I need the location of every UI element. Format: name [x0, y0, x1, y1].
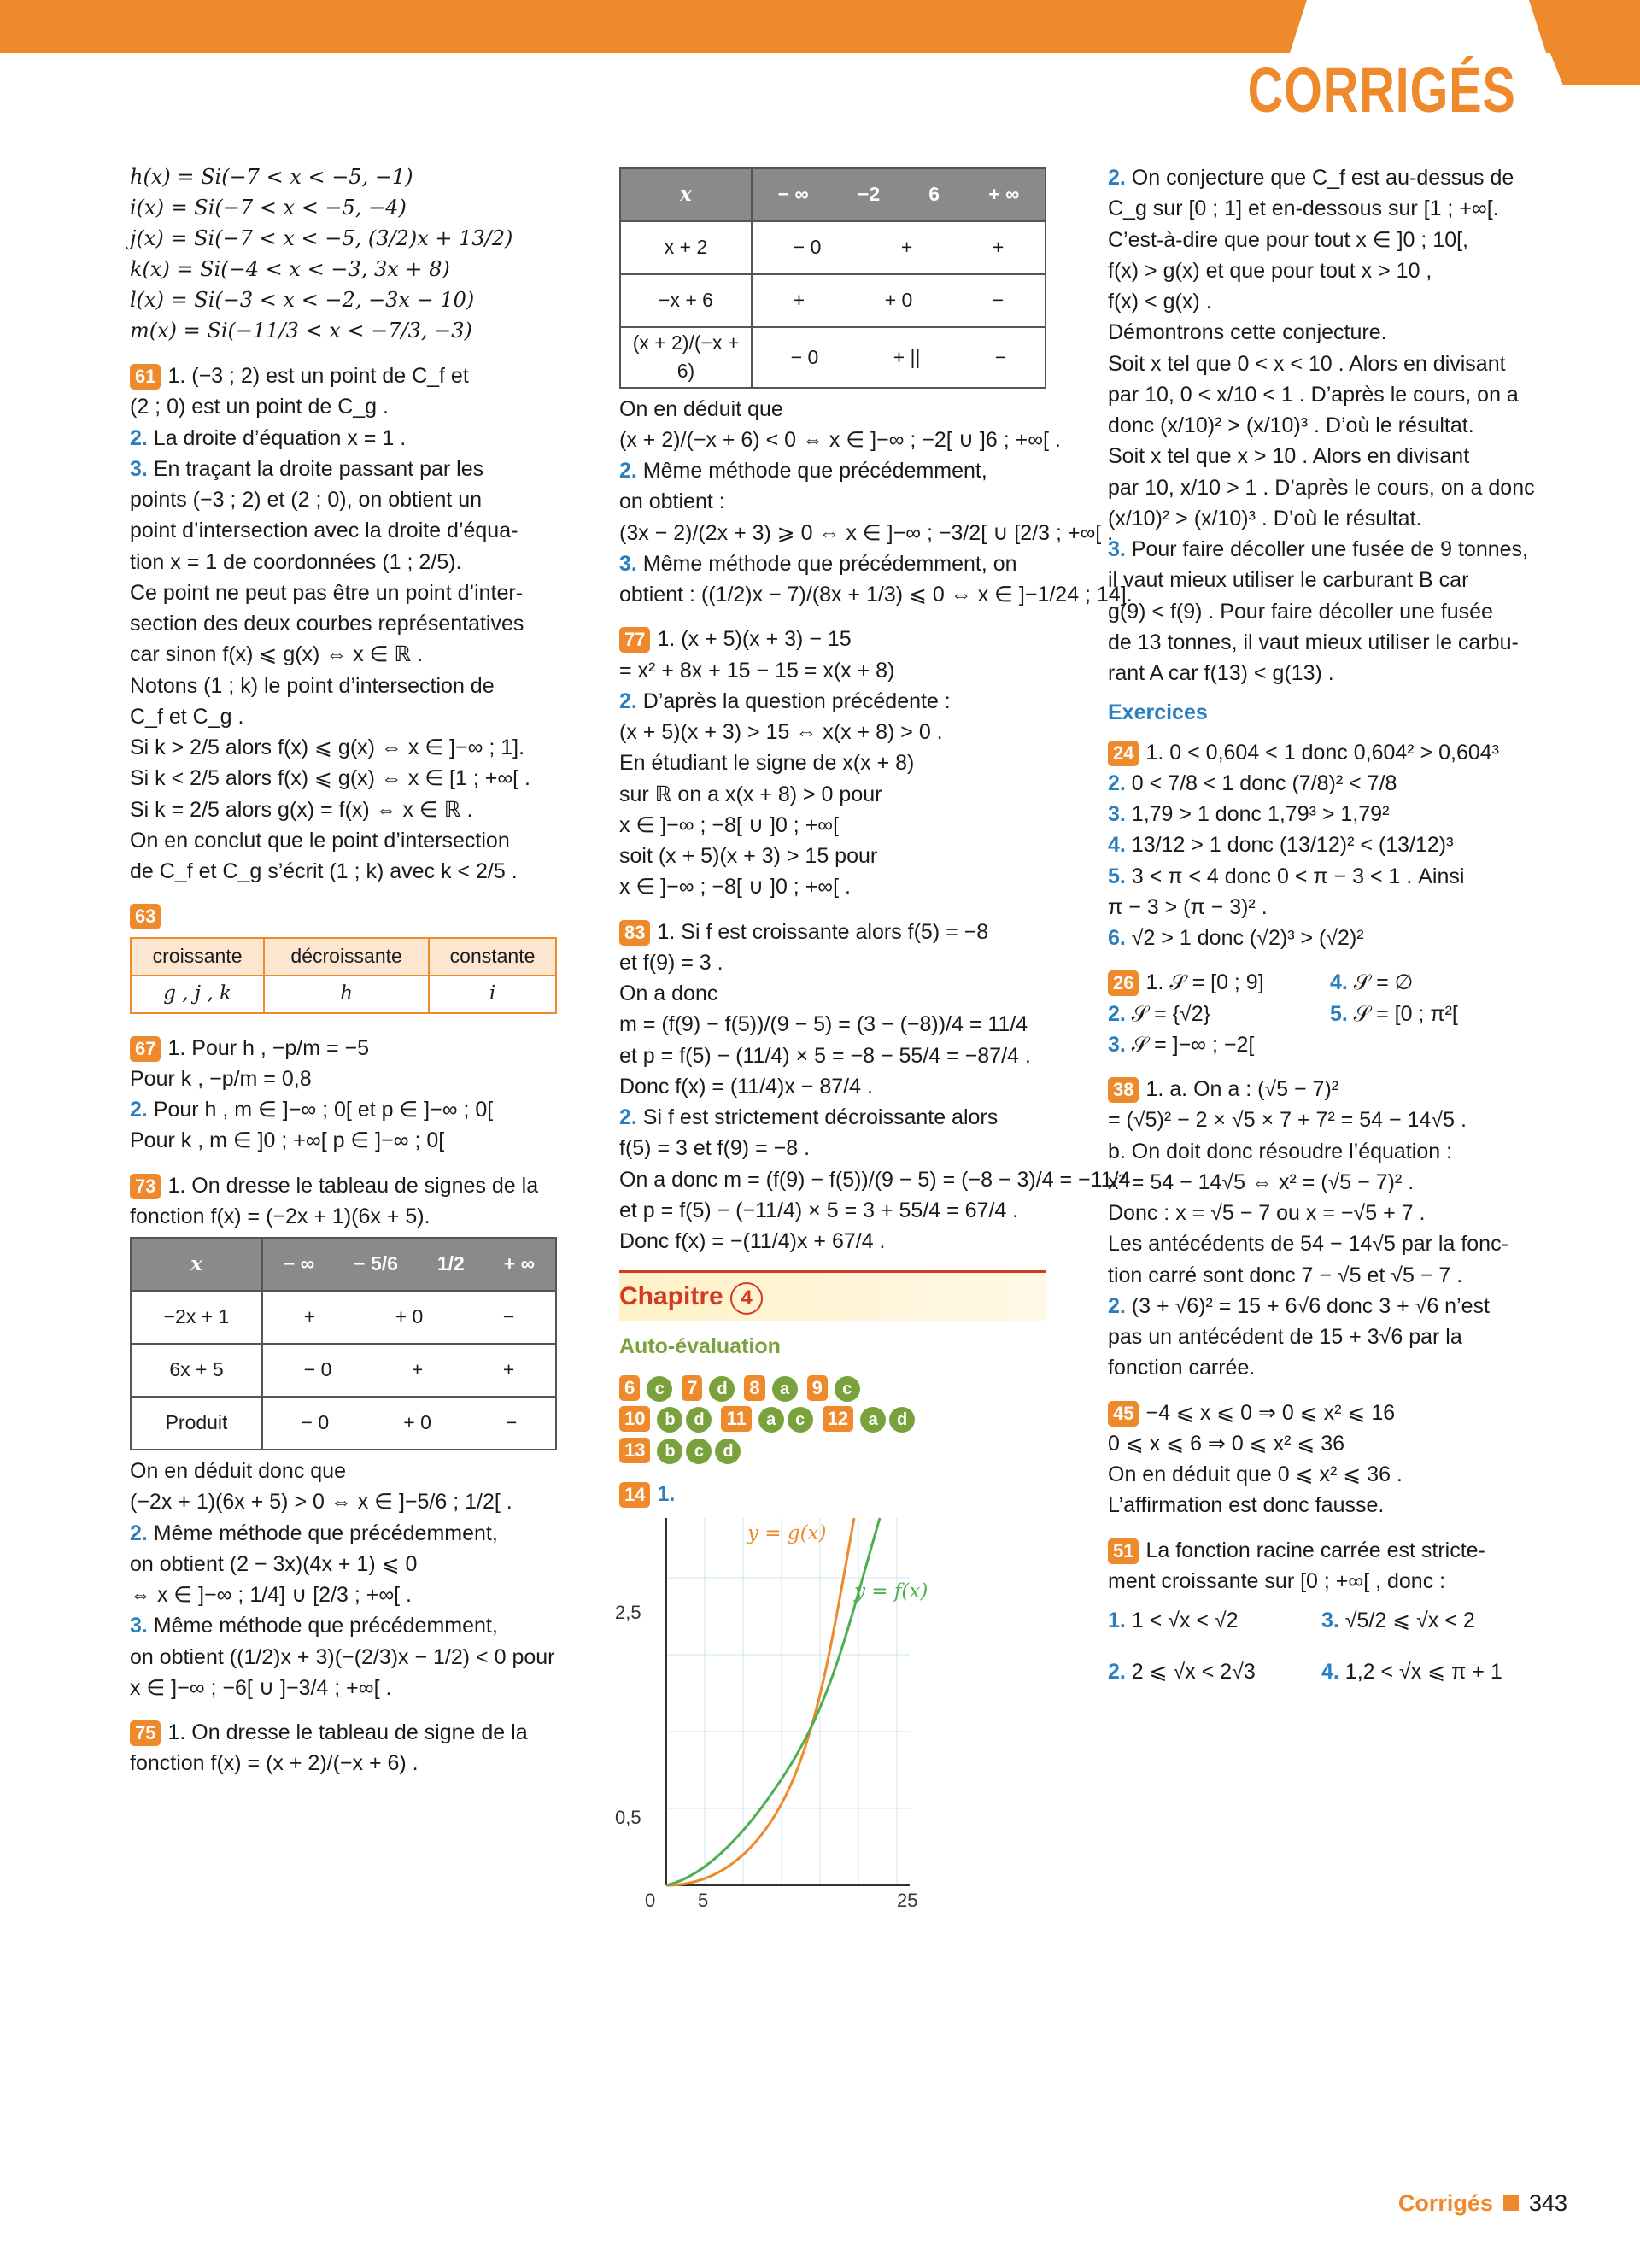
column-3: [1108, 162, 1539, 1687]
text-line: points (−3 ; 2) et (2 ; 0), on obtient un: [130, 488, 483, 512]
text-line: f(5) = 3 et f(9) = −8 .: [619, 1136, 811, 1161]
chapter-heading: [619, 1270, 1046, 1321]
sign: − 0: [790, 345, 819, 368]
question-number: 2.: [1108, 1293, 1132, 1318]
text-line: fonction f(x) = (−2x + 1)(6x + 5).: [130, 1204, 430, 1228]
question-badge: 13: [619, 1438, 650, 1463]
text-line: (x/10)² > (x/10)³ . D’où le résultat.: [1108, 506, 1422, 530]
text-line: il vaut mieux utiliser le carburant B car: [1108, 568, 1469, 593]
text-line: La fonction racine carrée est stricte-: [1145, 1538, 1485, 1562]
column-1: [130, 162, 557, 1779]
auto-eval-title: Auto-évaluation: [619, 1333, 781, 1358]
question-number: 3.: [1108, 537, 1132, 561]
question-badge: 10: [619, 1406, 650, 1432]
page-footer: [1398, 2187, 1567, 2220]
question-number: 4.: [1321, 1660, 1345, 1684]
sign: −: [994, 345, 1007, 368]
question-number: 2.: [1108, 166, 1132, 190]
answer-badge: d: [686, 1407, 712, 1433]
exercise-51: [1108, 1535, 1539, 1688]
sign: +: [992, 236, 1004, 259]
question-number: 1.: [657, 1481, 676, 1506]
answer-item: 2. 𝒮 = {√2}: [1108, 1001, 1210, 1026]
question-number: 2.: [1108, 1660, 1132, 1684]
text-line: par 10, 0 < x/10 < 1 . D’après le cours, on a: [1108, 382, 1519, 407]
question-badge: 8: [744, 1375, 764, 1401]
label-g: y = g(x): [747, 1522, 827, 1545]
answer-badge: d: [709, 1376, 735, 1402]
x-value: −2: [857, 183, 881, 206]
text-line: On a donc m = (f(9) − f(5))/(9 − 5) = (−8 − 3)/4 = −11/4: [619, 1167, 1131, 1192]
exercise-badge: 77: [619, 627, 650, 653]
answer-badge: a: [772, 1376, 798, 1402]
text-line: 1. a. On a : (√5 − 7)²: [1145, 1077, 1339, 1101]
text-line: x ∈ ]−∞ ; −8[ ∪ ]0 ; +∞[: [619, 812, 840, 837]
sign: − 0: [303, 1358, 332, 1381]
exercise-badge: 45: [1108, 1401, 1139, 1427]
sign: + 0: [403, 1411, 431, 1434]
exercise-63: [130, 900, 557, 1013]
exercise-badge: 51: [1108, 1538, 1139, 1564]
text-line: 3. Même méthode que précédemment, on: [619, 551, 1017, 576]
table-cell: i: [429, 976, 556, 1013]
sign: − 0: [793, 236, 822, 259]
text-line: 3. En traçant la droite passant par les: [130, 456, 484, 481]
def-line: m(x) = Si(−11/3 < x < −7/3, −3): [130, 319, 472, 343]
sign: − 0: [301, 1411, 330, 1434]
text-line: m = (f(9) − f(5))/(9 − 5) = (3 − (−8))/4 = 11/4: [619, 1012, 1028, 1037]
x-tick: 25: [897, 1890, 918, 1912]
question-number: 2.: [619, 1105, 643, 1130]
x-tick: 5: [698, 1890, 709, 1912]
x-value: + ∞: [988, 183, 1020, 206]
question-number: 3.: [130, 456, 154, 481]
question-number: 2.: [130, 1521, 154, 1545]
question-number: 3.: [1108, 1032, 1132, 1057]
table-cell: h: [264, 976, 429, 1013]
text-line: rant A car f(13) < g(13) .: [1108, 661, 1334, 685]
text-line: On en déduit que 0 ⩽ x² ⩽ 36 .: [1108, 1462, 1403, 1486]
text-line: Pour k , m ∈ ]0 ; +∞[ p ∈ ]−∞ ; 0[: [130, 1128, 445, 1153]
question-number: 4.: [1330, 970, 1354, 995]
text-line: Notons (1 ; k) le point d’intersection de: [130, 673, 495, 698]
question-number: 4.: [1108, 833, 1132, 858]
text-line: f(x) < g(x) .: [1108, 290, 1212, 314]
row-label: (x + 2)/(−x + 6): [620, 327, 752, 388]
answer-badge: a: [758, 1407, 784, 1433]
exercise-24: [1108, 737, 1539, 954]
x-value: − 5/6: [354, 1252, 398, 1275]
text-line: Les antécédents de 54 − 14√5 par la fonc-: [1108, 1232, 1508, 1257]
answer-item: 5. 𝒮 = [0 ; π²[: [1330, 1001, 1458, 1026]
text-line: 2. (3 + √6)² = 15 + 6√6 donc 3 + √6 n’est: [1108, 1293, 1490, 1318]
def-line: k(x) = Si(−4 < x < −3, 3x + 8): [130, 257, 450, 281]
sign: −: [992, 289, 1004, 312]
sign-table: [130, 1237, 557, 1450]
exercise-14-continued: [1108, 162, 1539, 689]
text-line: 2. On conjecture que C_f est au-dessus de: [1108, 166, 1514, 190]
text-line: (x + 5)(x + 3) > 15 ⇔ x(x + 8) > 0 .: [619, 720, 943, 745]
text-line: π − 3 > (π − 3)² .: [1108, 894, 1268, 919]
sign: +: [502, 1358, 515, 1381]
sign-table: [619, 167, 1046, 389]
text-line: En étudiant le signe de x(x + 8): [619, 751, 915, 776]
sign: + ||: [893, 345, 921, 368]
text-line: pas un antécédent de 15 + 3√6 par la: [1108, 1325, 1462, 1349]
answer-item: 4. 1,2 < √x ⩽ π + 1: [1321, 1660, 1502, 1684]
text-line: (−2x + 1)(6x + 5) > 0 ⇔ x ∈ ]−5/6 ; 1/2[ .: [130, 1490, 512, 1515]
text-line: 2. La droite d’équation x = 1 .: [130, 425, 407, 450]
question-number: 2.: [130, 425, 154, 450]
question-number: 5.: [1108, 864, 1132, 888]
text-line: C_f et C_g .: [130, 704, 244, 729]
text-line: −4 ⩽ x ⩽ 0 ⇒ 0 ⩽ x² ⩽ 16: [1145, 1400, 1396, 1425]
text-line: b. On doit donc résoudre l’équation :: [1108, 1139, 1453, 1163]
text-line: ⇔ x ∈ ]−∞ ; 1/4] ∪ [2/3 ; +∞[ .: [130, 1583, 413, 1607]
question-badge: 9: [807, 1375, 828, 1401]
text-line: 1. Pour h , −p/m = −5: [167, 1035, 370, 1060]
text-line: de C_f et C_g s’écrit (1 ; k) avec k < 2/5 .: [130, 859, 518, 883]
question-number: 3.: [1321, 1609, 1345, 1632]
sign: +: [793, 289, 805, 312]
x-value: 1/2: [436, 1252, 465, 1275]
text-line: x² = 54 − 14√5 ⇔ x² = (√5 − 7)² .: [1108, 1169, 1414, 1194]
row-label: Produit: [131, 1397, 262, 1450]
answer-badge: c: [788, 1407, 813, 1433]
sign: + 0: [395, 1305, 424, 1328]
text-line: Démontrons cette conjecture.: [1108, 320, 1387, 345]
auto-eval-answers: [619, 1372, 1046, 1465]
text-line: Donc f(x) = (11/4)x − 87/4 .: [619, 1074, 873, 1099]
text-line: 3. 1,79 > 1 donc 1,79³ > 1,79²: [1108, 802, 1390, 826]
text-line: sur ℝ on a x(x + 8) > 0 pour: [619, 782, 882, 806]
text-line: 2. D’après la question précédente :: [619, 689, 951, 713]
x-value: 6: [928, 183, 940, 206]
text-line: tion carré sont donc 7 − √5 et √5 − 7 .: [1108, 1263, 1463, 1287]
exercise-badge: 75: [130, 1720, 161, 1746]
text-line: Si k < 2/5 alors f(x) ⩽ g(x) ⇔ x ∈ [1 ; +∞[ .: [130, 766, 530, 791]
text-line: par 10, x/10 > 1 . D’après le cours, on a donc: [1108, 475, 1535, 500]
def-line: l(x) = Si(−3 < x < −2, −3x − 10): [130, 288, 475, 312]
answer-item: 4. 𝒮 = ∅: [1330, 970, 1414, 995]
question-badge: 12: [823, 1406, 853, 1432]
sign: −: [502, 1305, 515, 1328]
text-line: on obtient ((1/2)x + 3)(−(2/3)x − 1/2) < 0 pour: [130, 1644, 555, 1669]
text-line: section des deux courbes représentatives: [130, 612, 524, 636]
text-line: x ∈ ]−∞ ; −6[ ∪ ]−3/4 ; +∞[ .: [130, 1675, 392, 1700]
x-value: + ∞: [503, 1252, 535, 1275]
text-line: Si k = 2/5 alors g(x) = f(x) ⇔ x ∈ ℝ .: [130, 797, 473, 822]
table-header: croissante: [131, 938, 264, 976]
text-line: 1. On dresse le tableau de signes de la: [167, 1173, 539, 1198]
question-number: 2.: [130, 1098, 154, 1122]
text-line: de 13 tonnes, il vaut mieux utiliser le carbu-: [1108, 630, 1519, 654]
question-number: 2.: [1108, 771, 1132, 795]
answer-badge: a: [860, 1407, 886, 1433]
text-line: Soit x tel que x > 10 . Alors en divisant: [1108, 444, 1470, 469]
question-number: 2.: [1108, 1001, 1132, 1026]
text-line: C’est-à-dire que pour tout x ∈ ]0 ; 10[,: [1108, 227, 1468, 252]
text-line: on obtient (2 − 3x)(4x + 1) ⩽ 0: [130, 1551, 418, 1576]
exercise-badge: 26: [1108, 970, 1139, 996]
text-line: On a donc: [619, 982, 718, 1006]
x-value: − ∞: [283, 1252, 315, 1275]
text-line: 5. 3 < π < 4 donc 0 < π − 3 < 1 . Ainsi: [1108, 864, 1465, 888]
text-line: 4. 13/12 > 1 donc (13/12)² < (13/12)³: [1108, 833, 1454, 858]
exercise-badge: 61: [130, 364, 161, 390]
question-number: 2.: [619, 689, 643, 713]
text-line: ment croissante sur [0 ; +∞[ , donc :: [1108, 1568, 1446, 1593]
exercise-67: [130, 1033, 557, 1157]
question-number: 3.: [1108, 802, 1132, 826]
text-line: 2. Pour h , m ∈ ]−∞ ; 0[ et p ∈ ]−∞ ; 0[: [130, 1098, 494, 1122]
text-line: 1. Si f est croissante alors f(5) = −8: [657, 919, 989, 944]
text-line: donc (x/10)² > (x/10)³ . D’où le résultat.: [1108, 413, 1474, 437]
x-header: x: [131, 1238, 262, 1291]
text-line: Ce point ne peut pas être un point d’inter-: [130, 580, 524, 605]
table-cell: g , j , k: [131, 976, 264, 1013]
curve-f: [666, 1518, 880, 1885]
question-number: 3.: [130, 1614, 154, 1638]
text-line: Soit x tel que 0 < x < 10 . Alors en divisant: [1108, 351, 1506, 376]
text-line: 0 ⩽ x ⩽ 6 ⇒ 0 ⩽ x² ⩽ 36: [1108, 1431, 1345, 1456]
text-line: L’affirmation est donc fausse.: [1108, 1493, 1385, 1518]
exercise-badge: 38: [1108, 1077, 1139, 1103]
y-tick: 0,5: [615, 1807, 641, 1829]
table-header: décroissante: [264, 938, 429, 976]
row-label: x + 2: [620, 221, 752, 274]
x-header: x: [620, 168, 752, 221]
page-title: CORRIGÉS: [1247, 55, 1516, 126]
answer-badge: c: [835, 1376, 860, 1402]
sign: +: [303, 1305, 316, 1328]
exercise-75: [130, 1717, 557, 1779]
exercise-badge: 73: [130, 1174, 161, 1199]
footer-label: Corrigés: [1397, 2190, 1493, 2216]
exercise-badge: 67: [130, 1036, 161, 1062]
def-line: h(x) = Si(−7 < x < −5, −1): [130, 165, 413, 189]
text-line: tion x = 1 de coordonnées (1 ; 2/5).: [130, 549, 462, 574]
label-f: y = f(x): [854, 1580, 928, 1603]
answer-item: 1. 1 < √x < √2: [1108, 1609, 1239, 1632]
text-line: obtient : ((1/2)x − 7)/(8x + 1/3) ⩽ 0 ⇔ x ∈ ]−1/24 ; 14].: [619, 583, 1133, 607]
text-line: 1. (−3 ; 2) est un point de C_f et: [167, 364, 469, 388]
exercise-badge: 63: [130, 904, 161, 929]
answer-badge: b: [657, 1439, 682, 1464]
question-number: 3.: [619, 551, 643, 576]
text-line: (x + 2)/(−x + 6) < 0 ⇔ x ∈ ]−∞ ; −2[ ∪ ]6 ; +∞[ .: [619, 427, 1061, 452]
exercise-73: [130, 1170, 557, 1704]
exercise-badge: 14: [619, 1482, 650, 1508]
text-line: 1. (x + 5)(x + 3) − 15: [657, 627, 852, 652]
answer-badge: d: [715, 1439, 741, 1464]
text-line: et p = f(5) − (−11/4) × 5 = 3 + 55/4 = 67/4 .: [619, 1198, 1019, 1222]
exercise-61: [130, 360, 557, 887]
text-line: car sinon f(x) ⩽ g(x) ⇔ x ∈ ℝ .: [130, 642, 424, 667]
text-line: g(9) < f(9) . Pour faire décoller une fusée: [1108, 599, 1493, 624]
row-label: −2x + 1: [131, 1291, 262, 1344]
text-line: et p = f(5) − (11/4) × 5 = −8 − 55/4 = −87/4 .: [619, 1043, 1031, 1068]
x-tick: 0: [645, 1890, 656, 1912]
text-line: = (√5)² − 2 × √5 × 7 + 7² = 54 − 14√5 .: [1108, 1108, 1467, 1133]
answer-badge: c: [647, 1376, 672, 1402]
sign: +: [900, 236, 913, 259]
text-line: f(x) > g(x) et que pour tout x > 10 ,: [1108, 258, 1432, 283]
exercices-title: Exercices: [1108, 700, 1208, 725]
question-number: 1.: [1108, 1609, 1132, 1632]
def-line: j(x) = Si(−7 < x < −5, (3/2)x + 13/2): [130, 226, 513, 250]
exercise-77: [619, 624, 1046, 902]
sign: + 0: [884, 289, 913, 312]
answer-item: 1. 𝒮 = [0 ; 9]: [1145, 970, 1264, 995]
text-line: On en conclut que le point d’intersection: [130, 828, 510, 853]
text-line: C_g sur [0 ; 1] et en-dessous sur [1 ; +∞[.: [1108, 196, 1499, 221]
chapter-label: Chapitre: [619, 1282, 723, 1311]
text-line: point d’intersection avec la droite d’équa-: [130, 519, 518, 543]
text-line: Donc f(x) = −(11/4)x + 67/4 .: [619, 1229, 886, 1254]
column-2: [615, 162, 1133, 1912]
chapter-number: 4: [730, 1282, 763, 1315]
text-line: fonction carrée.: [1108, 1356, 1256, 1380]
text-line: fonction f(x) = (x + 2)/(−x + 6) .: [130, 1751, 419, 1776]
text-line: 3. Même méthode que précédemment,: [130, 1614, 498, 1638]
sign: +: [411, 1358, 424, 1381]
text-line: 6. √2 > 1 donc (√2)³ > (√2)²: [1108, 926, 1364, 950]
function-graph: [615, 1509, 1046, 1912]
variation-table: [130, 937, 557, 1014]
y-tick: 2,5: [615, 1602, 641, 1624]
page-number: 343: [1528, 2190, 1567, 2216]
text-line: Pour k , −p/m = 0,8: [130, 1066, 312, 1091]
question-number: 6.: [1108, 926, 1132, 950]
question-number: 2.: [619, 459, 643, 483]
answer-item: 3. √5/2 ⩽ √x < 2: [1321, 1609, 1475, 1632]
text-line: 2. 0 < 7/8 < 1 donc (7/8)² < 7/8: [1108, 771, 1397, 795]
square-icon: [1503, 2195, 1519, 2211]
exercise-26: [1108, 967, 1539, 1060]
text-line: On en déduit donc que: [130, 1459, 346, 1483]
exercise-badge: 24: [1108, 741, 1139, 766]
text-line: Donc : x = √5 − 7 ou x = −√5 + 7 .: [1108, 1201, 1426, 1225]
answer-badge: c: [686, 1439, 712, 1464]
text-line: = x² + 8x + 15 − 15 = x(x + 8): [619, 658, 895, 683]
piecewise-definitions: [130, 162, 557, 347]
curve-g: [666, 1518, 854, 1885]
text-line: 2. Même méthode que précédemment,: [130, 1521, 498, 1545]
text-line: 2. Même méthode que précédemment,: [619, 459, 987, 483]
text-line: et f(9) = 3 .: [619, 950, 723, 975]
text-line: 3. Pour faire décoller une fusée de 9 tonnes,: [1108, 537, 1528, 561]
text-line: 1. 0 < 0,604 < 1 donc 0,604² > 0,604³: [1145, 740, 1499, 765]
x-value: − ∞: [777, 183, 809, 206]
text-line: on obtient :: [619, 489, 725, 514]
sign: −: [505, 1411, 518, 1434]
question-badge: 11: [721, 1406, 751, 1432]
answer-badge: d: [889, 1407, 915, 1433]
text-line: 1. On dresse le tableau de signe de la: [167, 1720, 528, 1744]
text-line: x ∈ ]−∞ ; −8[ ∪ ]0 ; +∞[ .: [619, 875, 851, 900]
answer-item: 2. 2 ⩽ √x < 2√3: [1108, 1660, 1256, 1684]
text-line: (3x − 2)/(2x + 3) ⩾ 0 ⇔ x ∈ ]−∞ ; −3/2[ ∪ [2/3 ; +∞[ .: [619, 520, 1114, 545]
text-line: On en déduit que: [619, 396, 783, 421]
row-label: −x + 6: [620, 274, 752, 327]
answer-item: 3. 𝒮 = ]−∞ ; −2[: [1108, 1032, 1255, 1057]
exercise-badge: 83: [619, 920, 650, 946]
question-number: 5.: [1330, 1001, 1354, 1026]
answer-badge: b: [657, 1407, 682, 1433]
text-line: soit (x + 5)(x + 3) > 15 pour: [619, 844, 878, 869]
question-badge: 6: [619, 1375, 640, 1401]
text-line: 2. Si f est strictement décroissante alors: [619, 1105, 999, 1130]
table-header: constante: [429, 938, 556, 976]
text-line: Si k > 2/5 alors f(x) ⩽ g(x) ⇔ x ∈ ]−∞ ; 1].: [130, 735, 525, 759]
row-label: 6x + 5: [131, 1344, 262, 1397]
text-line: (2 ; 0) est un point de C_g .: [130, 395, 389, 419]
question-badge: 7: [682, 1375, 702, 1401]
exercise-38: [1108, 1074, 1539, 1384]
def-line: i(x) = Si(−7 < x < −5, −4): [130, 196, 407, 220]
exercise-45: [1108, 1398, 1539, 1521]
